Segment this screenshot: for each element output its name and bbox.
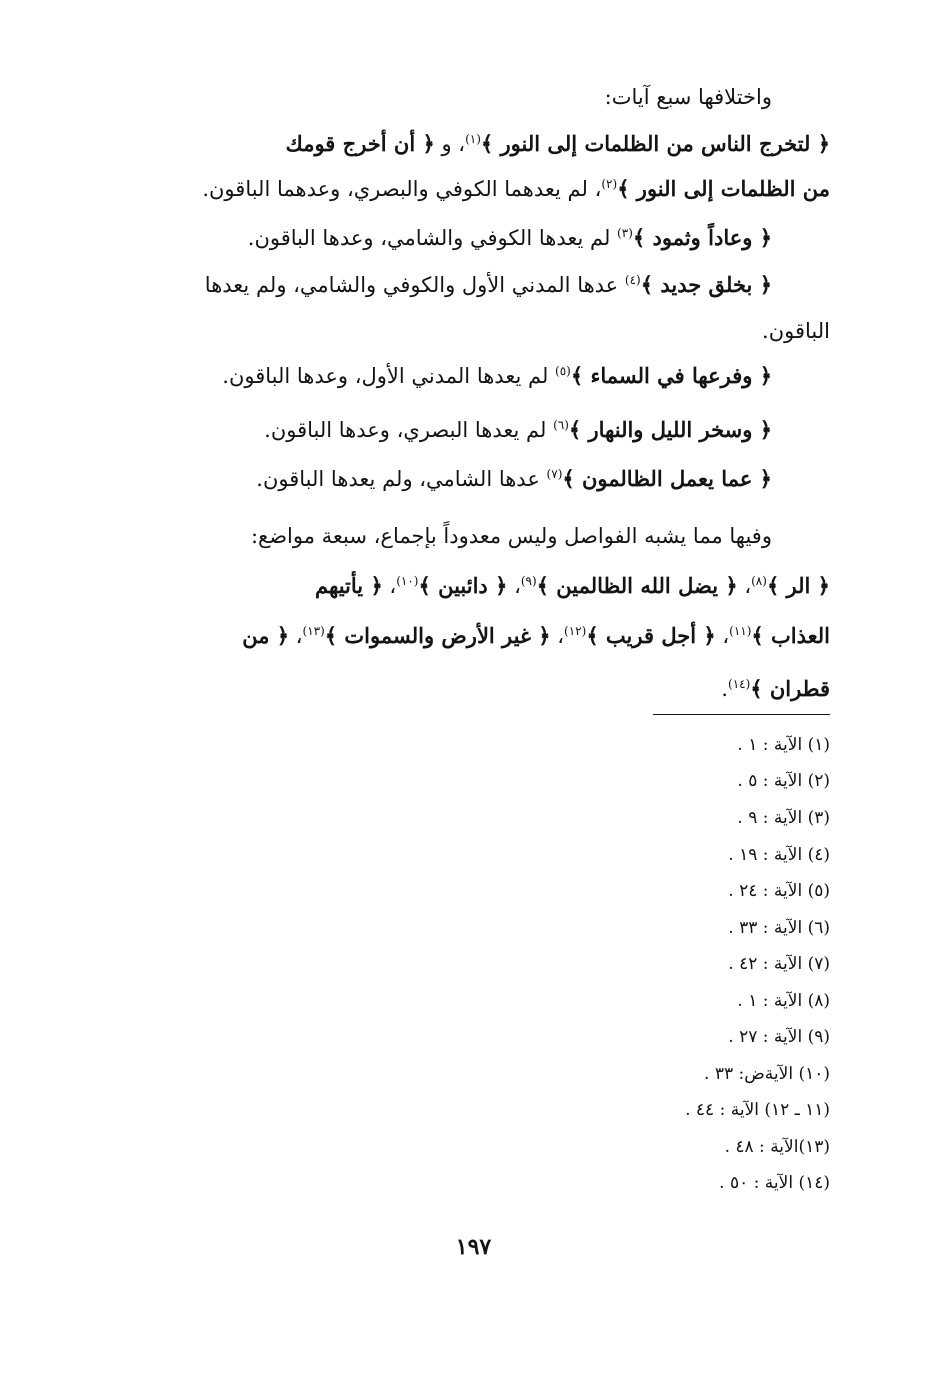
- verse-line-5: [222, 361, 772, 391]
- footnote: (٣) الآية : ٩ .: [737, 808, 830, 828]
- footnote-divider: [653, 714, 830, 715]
- separator: ،: [507, 574, 521, 598]
- commentary-text: لم يعدها الكوفي والشامي، وعدها الباقون.: [247, 226, 618, 250]
- verse-text: ﴿ دائبين ﴾: [418, 573, 508, 598]
- footnote-ref: (٦): [553, 418, 569, 432]
- verse-text: ﴿ من: [242, 623, 290, 648]
- footnote: (٤) الآية : ١٩ .: [728, 845, 830, 865]
- footnote-ref: (٢): [601, 177, 618, 191]
- verse-line-1: [286, 129, 830, 159]
- continuation-line: الباقون.: [762, 319, 830, 343]
- footnote-ref: (٧): [546, 467, 563, 481]
- footnote: (١٠) الآيةض: ٣٣ .: [704, 1064, 830, 1084]
- verse-text: ﴿ أجل قريب ﴾: [586, 623, 716, 648]
- verse-text: ﴿ لتخرج الناس من الظلمات إلى النور ﴾: [480, 131, 830, 156]
- footnote: (٢) الآية : ٥ .: [737, 771, 830, 791]
- separator: ،: [382, 574, 397, 598]
- end-mark: .: [721, 677, 728, 701]
- footnote: (١٣)الآية : ٤٨ .: [724, 1137, 830, 1157]
- verse-text: ﴿ غير الأرض والسموات ﴾: [324, 623, 551, 648]
- intro-line: واختلافها سبع آيات:: [604, 85, 772, 109]
- verse-text: ﴿ وسخر الليل والنهار ﴾: [568, 417, 772, 442]
- separator: ،: [737, 574, 752, 598]
- footnote: (٨) الآية : ١ .: [737, 991, 830, 1011]
- verse-line-8: [315, 571, 830, 601]
- verse-text: ﴿ وفرعها في السماء ﴾: [570, 363, 772, 388]
- connector-text: ، و: [434, 132, 466, 156]
- verse-line-10: [721, 674, 830, 704]
- verse-text: من الظلمات إلى النور ﴾: [617, 176, 830, 201]
- footnote-ref: (٣): [617, 226, 633, 240]
- footnote-ref: (٩): [520, 574, 537, 588]
- footnote: (١١ ـ ١٢) الآية : ٤٤ .: [685, 1100, 830, 1120]
- verse-text: ﴿ يضل الله الظالمين ﴾: [536, 573, 738, 598]
- footnote-ref: (١١): [729, 624, 752, 638]
- verse-line-2: [202, 174, 830, 204]
- verse-text: العذاب ﴾: [751, 623, 830, 648]
- page-number: ١٩٧: [455, 1234, 492, 1260]
- verse-line-4: [205, 270, 772, 300]
- separator: ،: [289, 624, 303, 648]
- footnote: (١٤) الآية : ٥٠ .: [719, 1173, 830, 1193]
- commentary-text: عدها الشامي، ولم يعدها الباقون.: [256, 467, 547, 491]
- verse-text: ﴿ يأتيهم: [315, 573, 383, 598]
- footnote-ref: (١٤): [728, 677, 751, 691]
- verse-text: ﴿ وعاداً وثمود ﴾: [632, 225, 772, 250]
- intro-line-2: وفيها مما يشبه الفواصل وليس معدوداً بإجماع، سبعة مواضع:: [250, 524, 772, 548]
- verse-text: ﴿ أن أخرج قومك: [285, 131, 435, 156]
- verse-text: ﴿ بخلق جديد ﴾: [640, 272, 772, 297]
- verse-text: ﴿ عما يعمل الظالمون ﴾: [562, 466, 772, 491]
- commentary-text: لم يعدها المدني الأول، وعدها الباقون.: [222, 364, 556, 388]
- verse-line-3: [248, 223, 772, 253]
- verse-line-6: [264, 415, 772, 445]
- separator: ،: [715, 624, 730, 648]
- footnote-ref: (٥): [555, 364, 571, 378]
- footnote-ref: (١): [465, 132, 481, 146]
- verse-text: ﴿ الر ﴾: [766, 573, 830, 598]
- footnote: (١) الآية : ١ .: [737, 735, 830, 755]
- verse-text: قطران ﴾: [750, 676, 830, 701]
- footnote: (٥) الآية : ٢٤ .: [728, 881, 830, 901]
- footnote: (٦) الآية : ٣٣ .: [728, 918, 830, 938]
- footnote-ref: (١٠): [396, 574, 419, 588]
- footnote-ref: (١٢): [564, 624, 587, 638]
- commentary-text: لم يعدها البصري، وعدها الباقون.: [264, 418, 554, 442]
- footnote-ref: (١٣): [302, 624, 325, 638]
- verse-line-9: [242, 621, 830, 651]
- commentary-text: ، لم يعدهما الكوفي والبصري، وعدهما الباقون.: [202, 177, 602, 201]
- footnote: (٧) الآية : ٤٢ .: [728, 954, 830, 974]
- verse-line-7: [256, 464, 772, 494]
- footnote-ref: (٤): [624, 273, 641, 287]
- footnote: (٩) الآية : ٢٧ .: [728, 1027, 830, 1047]
- separator: ،: [550, 624, 565, 648]
- footnote-ref: (٨): [751, 574, 767, 588]
- commentary-text: عدها المدني الأول والكوفي والشامي، ولم يعدها: [204, 273, 625, 297]
